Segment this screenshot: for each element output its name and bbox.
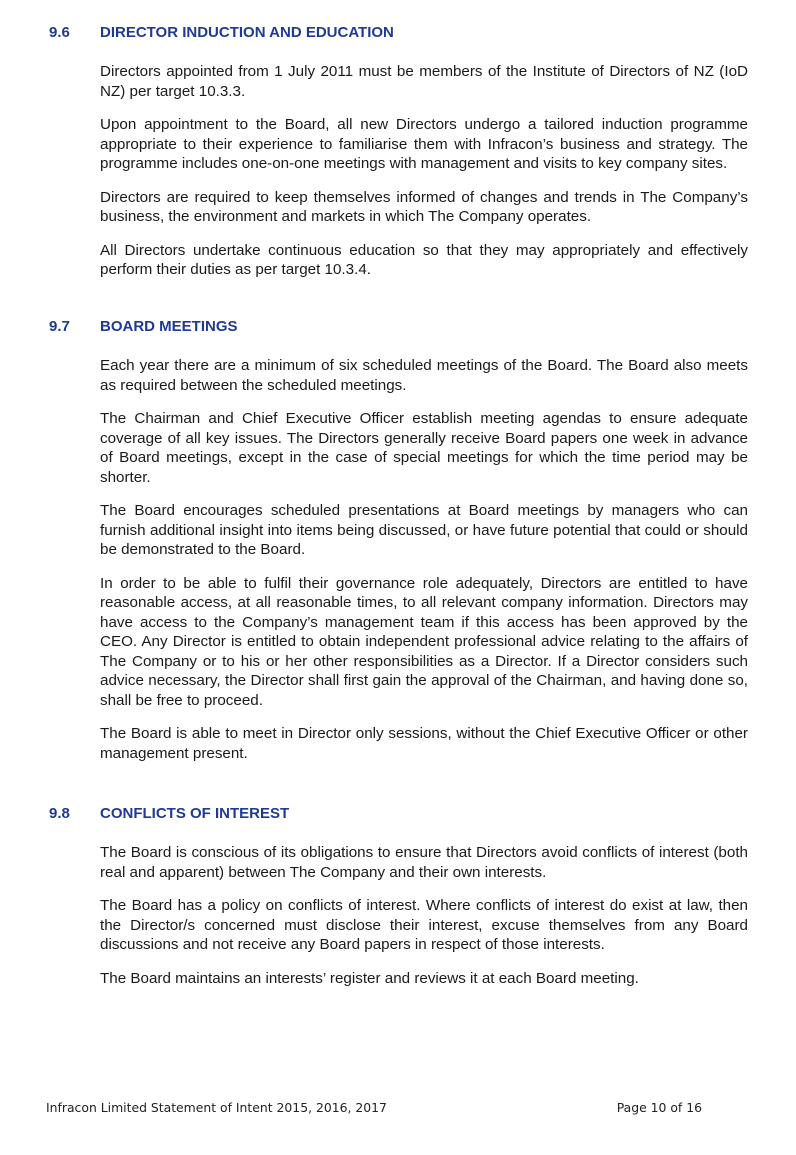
paragraph: The Board is able to meet in Director only sessions, without the Chief Executive Officer or other management present. xyxy=(100,725,748,762)
section-title: BOARD MEETINGS xyxy=(100,318,238,335)
section-heading xyxy=(0,805,796,825)
section-director-induction xyxy=(0,24,796,294)
section-title: DIRECTOR INDUCTION AND EDUCATION xyxy=(100,24,394,41)
footer-document-title: Infracon Limited Statement of Intent 2015, 2016, 2017 xyxy=(46,1100,387,1115)
paragraph: The Board maintains an interests’ register and reviews it at each Board meeting. xyxy=(100,969,639,987)
paragraph: All Directors undertake continuous education so that they may appropriately and effectively perform their duties as per target 10.3.4. xyxy=(100,241,748,278)
section-title: CONFLICTS OF INTEREST xyxy=(100,805,290,822)
paragraph: In order to be able to fulfil their governance role adequately, Directors are entitled to have reasonable access, at all reasonable times, to all relevant company information. Directors may have access to the Company’s management team if this access has been approved by the CEO. Any Director is entitled to obtain independent professional advice relating to the affairs of The Company or to his or her other responsibilities as a Director. If a Director considers such advice necessary, the Director shall first gain the approval of the Chairman, and having done so, shall be free to proceed. xyxy=(100,574,748,709)
paragraph: The Chairman and Chief Executive Officer establish meeting agendas to ensure adequate coverage of all key issues. The Directors generally receive Board papers one week in advance of Board meetings, except in the case of special meetings for which the time period may be shorter. xyxy=(100,410,748,486)
paragraph: Upon appointment to the Board, all new Directors undergo a tailored induction programme appropriate to their experience to familiarise them with Infracon’s business and strategy. The programme includes one-on-one meetings with management and visits to key company sites. xyxy=(100,116,748,172)
paragraph: Directors are required to keep themselves informed of changes and trends in The Company’s business, the environment and markets in which The Company operates. xyxy=(100,188,748,225)
section-number: 9.6 xyxy=(49,24,70,41)
section-board-meetings xyxy=(0,318,796,777)
paragraph: The Board has a policy on conflicts of interest. Where conflicts of interest do exist at law, then the Director/s concerned must disclose their interest, excuse themselves from any Board discussions and not receive any Board papers in respect of those interests. xyxy=(100,897,748,953)
paragraph: Directors appointed from 1 July 2011 must be members of the Institute of Directors of NZ (IoD NZ) per target 10.3.3. xyxy=(100,63,748,100)
paragraph: The Board encourages scheduled presentations at Board meetings by managers who can furnish additional insight into items being discussed, or have future potential that could or should be demonstrated to the Board. xyxy=(100,502,748,558)
section-heading xyxy=(0,318,796,338)
paragraph: Each year there are a minimum of six scheduled meetings of the Board. The Board also meets as required between the scheduled meetings. xyxy=(100,357,748,394)
section-number: 9.7 xyxy=(49,318,70,335)
footer-page-number: Page 10 of 16 xyxy=(616,1100,702,1115)
section-heading xyxy=(0,24,796,44)
section-number: 9.8 xyxy=(49,805,70,822)
section-conflicts-of-interest xyxy=(0,805,796,1002)
paragraph: The Board is conscious of its obligations to ensure that Directors avoid conflicts of interest (both real and apparent) between The Company and their own interests. xyxy=(100,844,748,881)
